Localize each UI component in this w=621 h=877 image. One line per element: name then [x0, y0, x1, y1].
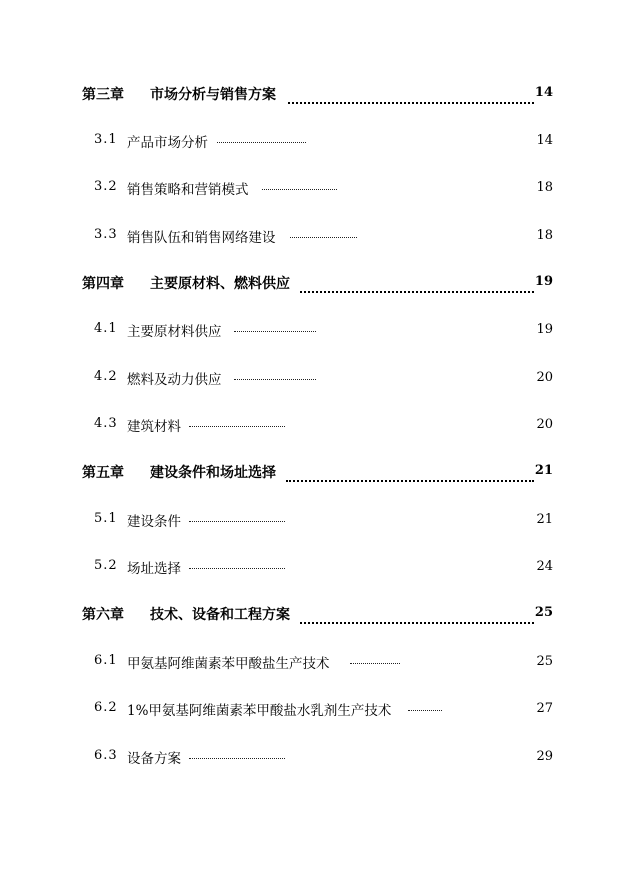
page-number: 25	[534, 605, 553, 620]
chapter-title: 建设条件和场址选择	[150, 465, 276, 481]
toc-chapter-row[interactable]	[0, 602, 621, 626]
section-title: 主要原材料供应	[127, 324, 222, 340]
page-number: 20	[536, 370, 553, 385]
toc-section-row[interactable]	[0, 318, 621, 342]
chapter-title: 市场分析与销售方案	[150, 87, 276, 103]
section-title: 建设条件	[127, 514, 181, 530]
page-number: 25	[536, 654, 553, 669]
chapter-number: 第四章	[82, 276, 124, 292]
page-number: 27	[536, 701, 553, 716]
dot-leader	[262, 176, 337, 190]
toc-section-row[interactable]	[0, 697, 621, 721]
section-number: 5.2	[94, 558, 118, 573]
toc-section-row[interactable]	[0, 745, 621, 769]
section-number: 3.1	[94, 132, 118, 147]
toc-section-row[interactable]	[0, 176, 621, 200]
dot-leader	[408, 697, 442, 711]
section-number: 6.2	[94, 700, 118, 715]
toc-chapter-row[interactable]	[0, 460, 621, 484]
toc-section-row[interactable]	[0, 413, 621, 437]
page-number: 19	[534, 274, 553, 289]
dot-leader	[290, 224, 357, 238]
dot-leader	[300, 271, 534, 293]
toc-section-row[interactable]	[0, 129, 621, 153]
section-number: 3.2	[94, 179, 118, 194]
toc-chapter-row[interactable]	[0, 82, 621, 106]
page-number: 20	[536, 417, 553, 432]
page-number: 19	[536, 322, 553, 337]
dot-leader	[286, 460, 534, 482]
section-title: 设备方案	[127, 751, 181, 767]
toc-section-row[interactable]	[0, 555, 621, 579]
page-number: 14	[536, 133, 553, 148]
section-title: 甲氨基阿维菌素苯甲酸盐生产技术	[127, 656, 330, 672]
page-number: 24	[536, 559, 553, 574]
toc-section-row[interactable]	[0, 650, 621, 674]
page-number: 14	[534, 85, 553, 100]
section-number: 4.1	[94, 321, 118, 336]
chapter-title: 技术、设备和工程方案	[150, 607, 290, 623]
section-title: 场址选择	[127, 561, 181, 577]
section-title: 产品市场分析	[127, 135, 208, 151]
chapter-number: 第六章	[82, 607, 124, 623]
section-number: 6.3	[94, 748, 118, 763]
section-title: 销售策略和营销模式	[127, 182, 249, 198]
section-number: 4.2	[94, 369, 118, 384]
dot-leader	[288, 82, 534, 104]
section-title: 建筑材料	[127, 419, 181, 435]
dot-leader	[189, 508, 285, 522]
chapter-number: 第三章	[82, 87, 124, 103]
dot-leader	[234, 318, 316, 332]
toc-section-row[interactable]	[0, 224, 621, 248]
section-title: 1%甲氨基阿维菌素苯甲酸盐水乳剂生产技术	[127, 703, 392, 719]
dot-leader	[300, 602, 534, 624]
section-number: 4.3	[94, 416, 118, 431]
dot-leader	[350, 650, 400, 664]
dot-leader	[189, 413, 285, 427]
section-number: 6.1	[94, 653, 118, 668]
page-number: 21	[534, 463, 553, 478]
dot-leader	[234, 366, 316, 380]
section-title: 销售队伍和销售网络建设	[127, 230, 276, 246]
section-number: 5.1	[94, 511, 118, 526]
page-number: 21	[536, 512, 553, 527]
chapter-number: 第五章	[82, 465, 124, 481]
chapter-title: 主要原材料、燃料供应	[150, 276, 290, 292]
section-number: 3.3	[94, 227, 118, 242]
section-title: 燃料及动力供应	[127, 372, 222, 388]
page-number: 18	[536, 228, 553, 243]
toc-section-row[interactable]	[0, 508, 621, 532]
toc-section-row[interactable]	[0, 366, 621, 390]
dot-leader	[189, 555, 285, 569]
page-number: 18	[536, 180, 553, 195]
toc-chapter-row[interactable]	[0, 271, 621, 295]
page-number: 29	[536, 749, 553, 764]
dot-leader	[217, 129, 306, 143]
dot-leader	[189, 745, 285, 759]
